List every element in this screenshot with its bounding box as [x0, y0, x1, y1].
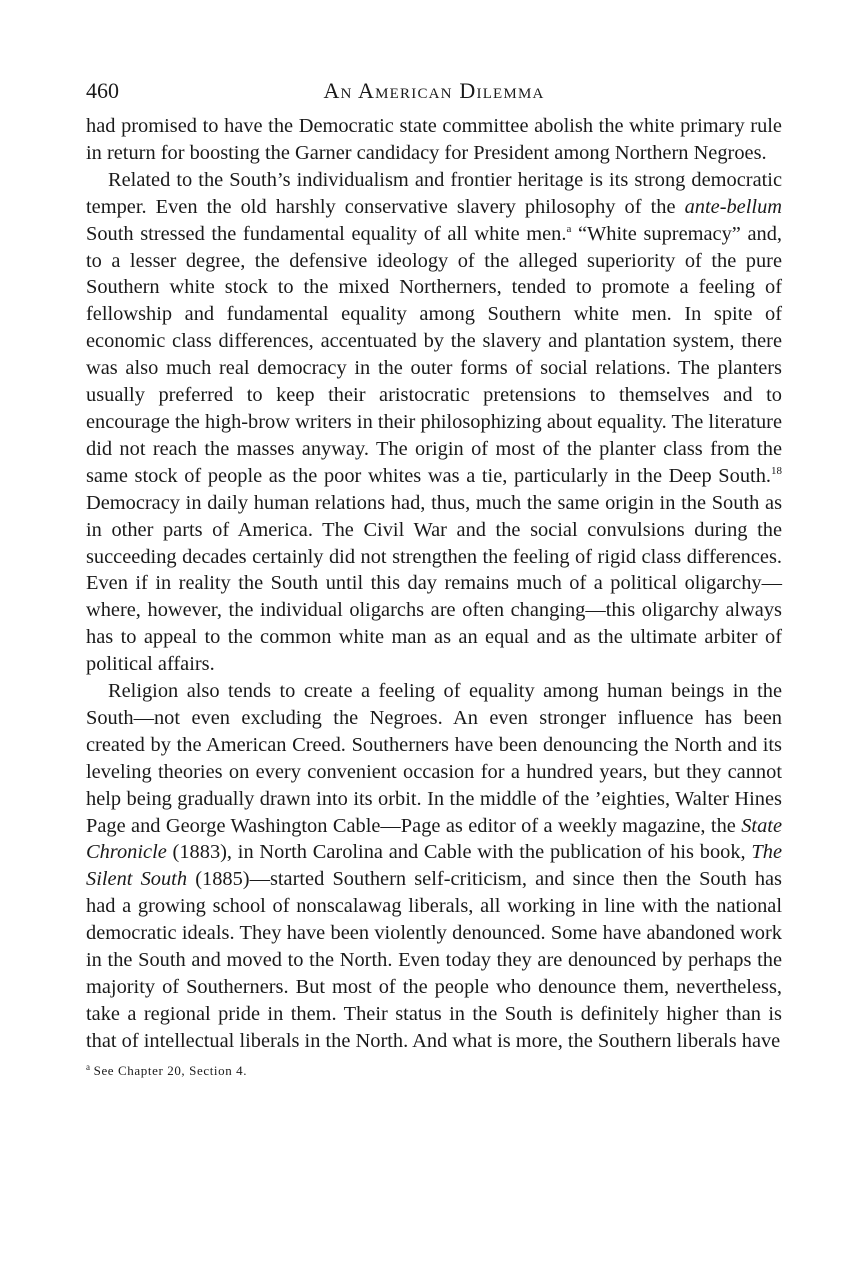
- running-title: An American Dilemma: [323, 78, 545, 103]
- paragraph: [86, 678, 782, 1055]
- running-head: [86, 76, 782, 106]
- footnote-reference: 18: [771, 464, 782, 477]
- paragraph: [86, 113, 782, 167]
- footnote-text: See Chapter 20, Section 4.: [93, 1062, 248, 1078]
- text-run: (1885)—started Southern self-criticism, and since then the South has had a growing school of nonscalawag liberals, all working in line with the national democratic ideals. They have been violently denounced. Some have abandoned work in the South and moved to the North. Even today they are denounced by perhaps the majority of Southerners. But most of the people who denounce them, nevertheless, take a regional pride in them. Their status in the South is definitely higher than is that of intellectual liberals in the North. And what is more, the Southern liberals have: [86, 868, 782, 1052]
- italic-text: The Silent South: [86, 841, 782, 891]
- footnote-reference: a: [566, 222, 572, 235]
- text-run: had promised to have the Democratic state committee abolish the white primary rule in return for boosting the Garner candidacy for President among Northern Negroes.: [86, 115, 782, 164]
- page-number: 460: [86, 78, 119, 103]
- body-text: [86, 113, 782, 1055]
- footnote: [86, 1062, 782, 1080]
- italic-text: State Chronicle: [86, 814, 782, 864]
- footnote-marker: a: [86, 1061, 91, 1072]
- text-run: Democracy in daily human relations had, thus, much the same origin in the South as in other parts of America. The Civil War and the social convulsions during the succeeding decades certainly did not strengthen the feeling of rigid class differences. Even if in reality the South until this day remains much of a political oligarchy—where, however, the individual oligarchs are often changing—this oligarchy always has to appeal to the common white man as an equal and as the ultimate arbiter of political affairs.: [86, 491, 782, 676]
- book-page: [86, 76, 782, 1080]
- text-run: (1883), in North Carolina and Cable with the publication of his book,: [166, 841, 752, 864]
- text-run: Related to the South’s individualism and frontier heritage is its strong democratic temper. Even the old harshly conservative slavery philosophy of the: [86, 168, 782, 218]
- text-run: “White supremacy” and, to a lesser degree, the defensive ideology of the alleged superiority of the pure Southern white stock to the mixed Northerners, tended to promote a feeling of fellowship and fundamental equality among Southern white men. In spite of economic class differences, accentuated by the slavery and plantation system, there was also much real democracy in the outer forms of social relations. The planters usually preferred to keep their aristocratic pretensions to themselves and to encourage the high-brow writers in their philosophizing about equality. The literature did not reach the masses anyway. The origin of most of the planter class from the same stock of people as the poor whites was a tie, particularly in the Deep South.: [86, 222, 782, 487]
- text-run: South stressed the fundamental equality of all white men.: [86, 222, 567, 245]
- text-run: Religion also tends to create a feeling of equality among human beings in the South—not even excluding the Negroes. An even stronger influence has been created by the American Creed. Southerners have been denouncing the North and its leveling theories on every convenient occasion for a hundred years, but they cannot help being gradually drawn into its orbit. In the middle of the ’eighties, Walter Hines Page and George Washington Cable—Page as editor of a weekly magazine, the: [86, 680, 782, 837]
- paragraph: [86, 167, 782, 678]
- italic-text: ante-bellum: [684, 195, 782, 218]
